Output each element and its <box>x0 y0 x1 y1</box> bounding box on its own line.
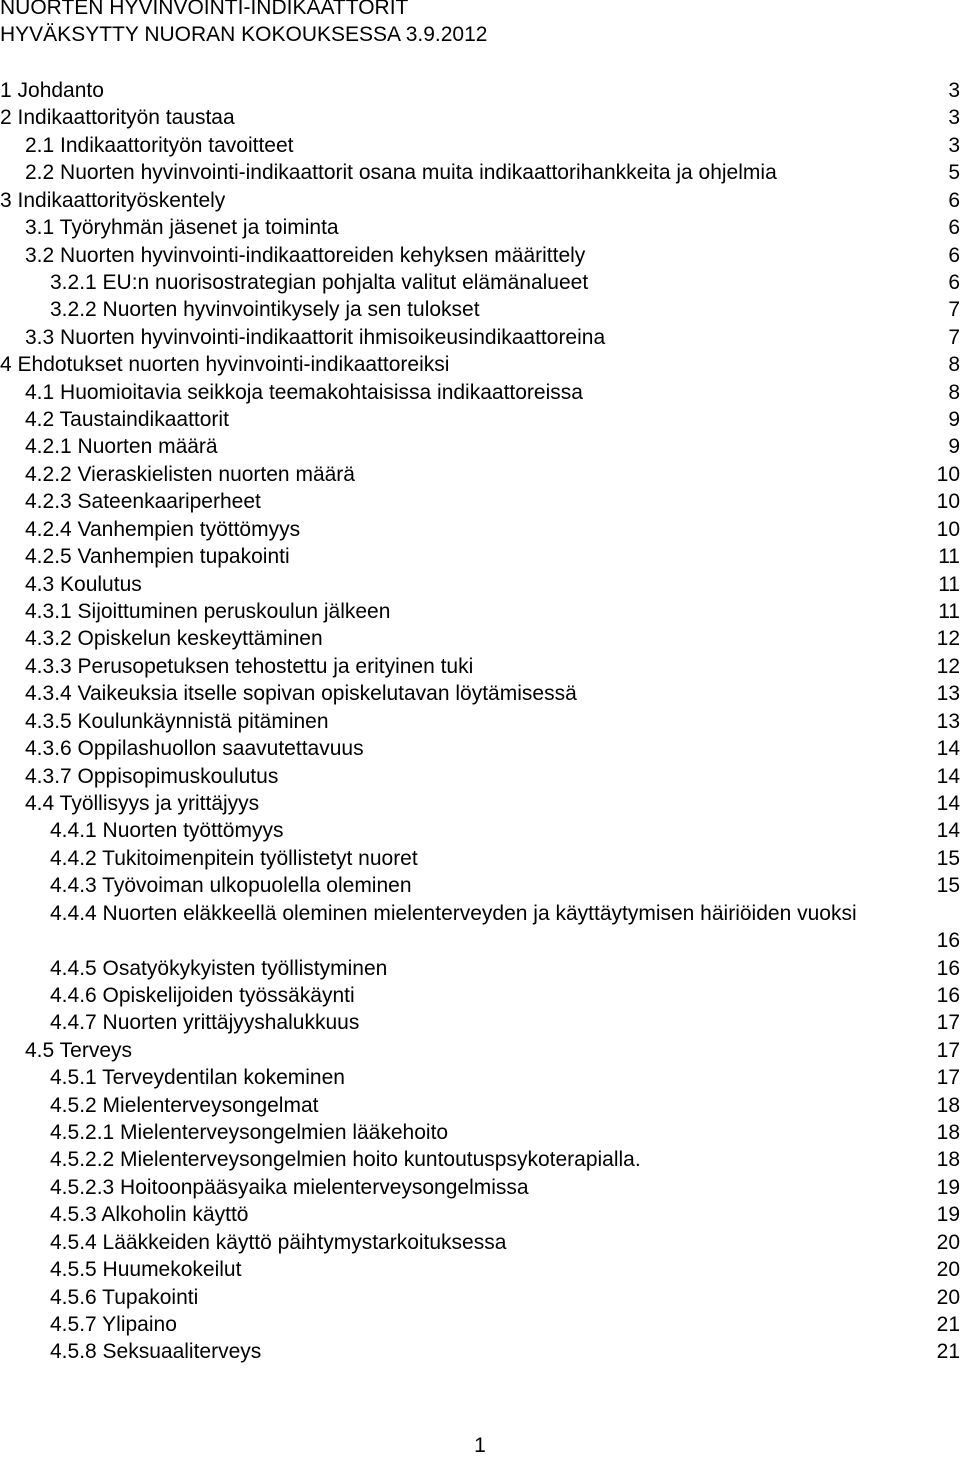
toc-entry-title: 4.4.4 Nuorten eläkkeellä oleminen mielenterveyden ja käyttäytymisen häiriöiden vuoksi <box>50 901 857 925</box>
toc-entry-page-number: 20 <box>936 1285 960 1309</box>
toc-entry[interactable] <box>0 982 960 1009</box>
toc-entry-title: 4.5.2.2 Mielenterveysongelmien hoito kuntoutuspsykoterapialla. <box>50 1148 641 1172</box>
toc-entry-title: 4.4.5 Osatyökykyisten työllistyminen <box>50 956 388 980</box>
toc-entry-page-number: 8 <box>948 353 960 377</box>
toc-entry[interactable] <box>0 132 960 159</box>
toc-entry-title: 4.5.6 Tupakointi <box>50 1285 199 1309</box>
toc-entry-page-number: 11 <box>938 572 960 596</box>
toc-entry[interactable] <box>0 488 960 515</box>
toc-entry[interactable] <box>0 1311 960 1338</box>
toc-entry-title: 4.2.1 Nuorten määrä <box>25 435 218 459</box>
toc-entry[interactable] <box>0 900 960 955</box>
toc-entry-title: 4.5.3 Alkoholin käyttö <box>50 1203 249 1227</box>
toc-entry-title: 4.5.2.3 Hoitoonpääsyaika mielenterveysongelmissa <box>50 1175 529 1199</box>
toc-entry-title: 4.4.3 Työvoiman ulkopuolella oleminen <box>50 874 412 898</box>
toc-entry-page-number: 20 <box>936 1230 960 1254</box>
toc-entry-title: 3.3 Nuorten hyvinvointi-indikaattorit ihmisoikeusindikaattoreina <box>25 325 606 349</box>
toc-entry-page-number: 9 <box>948 408 960 432</box>
toc-entry-page-number: 18 <box>936 1148 960 1172</box>
toc-entry[interactable] <box>0 1201 960 1228</box>
toc-entry-page-number: 21 <box>936 1313 960 1336</box>
toc-entry-page-number: 10 <box>936 462 960 486</box>
toc-entry-title: 4.3 Koulutus <box>25 572 142 596</box>
toc-entry-page-number: 12 <box>936 627 960 651</box>
toc-entry-title: 4.3.2 Opiskelun keskeyttäminen <box>25 627 323 651</box>
toc-entry-title: 4.4.2 Tukitoimenpitein työllistetyt nuoret <box>50 846 418 870</box>
toc-entry-title: 4.5.5 Huumekokeilut <box>50 1258 242 1282</box>
toc-entry-title: 4.4.7 Nuorten yrittäjyyshalukkuus <box>50 1011 360 1035</box>
toc-entry-page-number: 15 <box>936 846 960 870</box>
toc-entry[interactable] <box>0 461 960 488</box>
toc-entry[interactable] <box>0 1146 960 1173</box>
toc-entry[interactable] <box>0 598 960 625</box>
toc-entry-page-number: 14 <box>936 764 960 788</box>
toc-entry-page-number: 6 <box>948 188 960 212</box>
toc-entry-page-number: 8 <box>948 380 960 404</box>
toc-entry-title: 4.3.3 Perusopetuksen tehostettu ja erityinen tuki <box>25 654 474 678</box>
toc-entry[interactable] <box>0 1009 960 1036</box>
toc-entry-page-number: 19 <box>936 1175 960 1199</box>
toc-entry[interactable] <box>0 77 960 104</box>
toc-entry-page-number: 16 <box>936 929 960 953</box>
toc-entry[interactable] <box>0 543 960 570</box>
page-number: 1 <box>474 1434 486 1457</box>
toc-entry-title: 4.4.6 Opiskelijoiden työssäkäynti <box>50 983 355 1007</box>
toc-entry-title: 3 Indikaattorityöskentely <box>0 188 226 212</box>
toc-entry[interactable] <box>0 845 960 872</box>
toc-entry-title: 4.3.1 Sijoittuminen peruskoulun jälkeen <box>25 600 391 624</box>
toc-entry[interactable] <box>0 1174 960 1201</box>
toc-entry-title: 2 Indikaattorityön taustaa <box>0 106 235 130</box>
toc-entry-page-number: 18 <box>936 1121 960 1145</box>
toc-entry-page-number: 16 <box>936 983 960 1007</box>
toc-entry-page-number: 14 <box>936 737 960 761</box>
toc-entry-page-number: 19 <box>936 1203 960 1227</box>
toc-entry[interactable] <box>0 1229 960 1256</box>
toc-entry-page-number: 10 <box>936 517 960 541</box>
toc-entry-title: 4.2.4 Vanhempien työttömyys <box>25 517 301 541</box>
toc-entry[interactable] <box>0 159 960 186</box>
toc-entry-page-number: 12 <box>936 654 960 678</box>
toc-entry[interactable] <box>0 324 960 351</box>
toc-entry-page-number: 3 <box>948 133 960 157</box>
toc-entry[interactable] <box>0 1338 960 1365</box>
toc-entry-page-number: 6 <box>948 216 960 240</box>
toc-entry-page-number: 14 <box>936 791 960 815</box>
toc-entry[interactable] <box>0 680 960 707</box>
toc-entry[interactable] <box>0 625 960 652</box>
toc-entry[interactable] <box>0 1037 960 1064</box>
toc-entry[interactable] <box>0 735 960 762</box>
toc-entry[interactable] <box>0 1064 960 1091</box>
toc-entry-title: 4.5.2.1 Mielenterveysongelmien lääkehoito <box>50 1121 449 1145</box>
toc-entry-title: 4.2 Taustaindikaattorit <box>25 408 229 432</box>
toc-entry[interactable] <box>0 296 960 323</box>
toc-entry[interactable] <box>0 1119 960 1146</box>
toc-entry-page-number: 6 <box>948 270 960 294</box>
toc-entry-title: 2.1 Indikaattorityön tavoitteet <box>25 133 294 157</box>
toc-entry-title: 4.5.1 Terveydentilan kokeminen <box>50 1066 345 1090</box>
toc-entry[interactable] <box>0 763 960 790</box>
toc-entry-page-number: 13 <box>936 709 960 733</box>
toc-entry-page-number: 17 <box>936 1066 960 1090</box>
toc-entry-page-number: 21 <box>936 1340 960 1364</box>
toc-entry-title: 3.2.2 Nuorten hyvinvointikysely ja sen tulokset <box>50 298 480 322</box>
toc-entry-title: 4.5.2 Mielenterveysongelmat <box>50 1093 319 1117</box>
toc-entry-title: 4.3.6 Oppilashuollon saavutettavuus <box>25 737 364 761</box>
toc-entry[interactable] <box>0 516 960 543</box>
toc-entry-page-number: 5 <box>948 161 960 185</box>
document-subtitle: HYVÄKSYTTY NUORAN KOKOUKSESSA 3.9.2012 <box>0 23 488 46</box>
toc-entry-page-number: 18 <box>936 1093 960 1117</box>
document-title: NUORTEN HYVINVOINTI-INDIKAATTORIT <box>0 0 409 19</box>
toc-entry-page-number: 13 <box>936 682 960 706</box>
toc-entry-title: 4 Ehdotukset nuorten hyvinvointi-indikaattoreiksi <box>0 353 450 377</box>
table-of-contents <box>0 77 960 1366</box>
toc-entry-page-number: 16 <box>936 956 960 980</box>
toc-entry-page-number: 11 <box>938 545 960 569</box>
toc-entry[interactable] <box>0 790 960 817</box>
toc-entry[interactable] <box>0 187 960 214</box>
toc-entry-title: 4.2.3 Sateenkaariperheet <box>25 490 261 514</box>
toc-entry-page-number: 17 <box>936 1038 960 1062</box>
toc-entry[interactable] <box>0 571 960 598</box>
toc-entry[interactable] <box>0 653 960 680</box>
toc-entry[interactable] <box>0 433 960 460</box>
toc-entry[interactable] <box>0 1092 960 1119</box>
toc-entry[interactable] <box>0 406 960 433</box>
toc-entry[interactable] <box>0 1284 960 1311</box>
toc-entry-title: 2.2 Nuorten hyvinvointi-indikaattorit osana muita indikaattorihankkeita ja ohjelmia <box>25 161 777 185</box>
toc-entry[interactable] <box>0 379 960 406</box>
toc-entry[interactable] <box>0 872 960 899</box>
toc-entry-title: 1 Johdanto <box>0 79 104 102</box>
toc-entry-page-number: 20 <box>936 1258 960 1282</box>
toc-entry[interactable] <box>0 214 960 241</box>
toc-entry-title: 4.3.5 Koulunkäynnistä pitäminen <box>25 709 329 733</box>
toc-entry-page-number: 7 <box>948 325 960 349</box>
toc-entry-title: 4.4.1 Nuorten työttömyys <box>50 819 284 843</box>
toc-entry-title: 4.5.8 Seksuaaliterveys <box>50 1340 262 1364</box>
toc-entry-title: 4.4 Työllisyys ja yrittäjyys <box>25 791 260 815</box>
toc-entry-page-number: 3 <box>948 79 960 102</box>
toc-entry-page-number: 7 <box>948 298 960 322</box>
toc-entry-title: 4.5.7 Ylipaino <box>50 1313 177 1336</box>
toc-entry[interactable] <box>0 1256 960 1283</box>
toc-entry[interactable] <box>0 817 960 844</box>
toc-entry-title: 4.1 Huomioitavia seikkoja teemakohtaisissa indikaattoreissa <box>25 380 583 404</box>
toc-entry-title: 4.2.5 Vanhempien tupakointi <box>25 545 290 569</box>
toc-entry-page-number: 15 <box>936 874 960 898</box>
toc-entry[interactable] <box>0 708 960 735</box>
toc-entry-page-number: 9 <box>948 435 960 459</box>
toc-entry-title: 4.5 Terveys <box>25 1038 132 1062</box>
toc-entry-title: 4.5.4 Lääkkeiden käyttö päihtymystarkoituksessa <box>50 1230 507 1254</box>
toc-entry-page-number: 6 <box>948 243 960 267</box>
toc-entry[interactable] <box>0 955 960 982</box>
toc-entry[interactable] <box>0 104 960 131</box>
toc-entry-page-number: 14 <box>936 819 960 843</box>
toc-entry-title: 4.3.7 Oppisopimuskoulutus <box>25 764 279 788</box>
toc-entry-title: 4.3.4 Vaikeuksia itselle sopivan opiskelutavan löytämisessä <box>25 682 577 706</box>
toc-entry-title: 3.2 Nuorten hyvinvointi-indikaattoreiden kehyksen määrittely <box>25 243 586 267</box>
toc-entry-page-number: 10 <box>936 490 960 514</box>
toc-entry-page-number: 17 <box>936 1011 960 1035</box>
toc-entry-title: 3.1 Työryhmän jäsenet ja toiminta <box>25 216 339 240</box>
toc-entry-page-number: 3 <box>948 106 960 130</box>
toc-entry[interactable] <box>0 242 960 269</box>
toc-entry[interactable] <box>0 269 960 296</box>
toc-entry-title: 3.2.1 EU:n nuorisostrategian pohjalta valitut elämänalueet <box>50 270 589 294</box>
toc-entry-page-number: 11 <box>938 600 960 624</box>
toc-entry-title: 4.2.2 Vieraskielisten nuorten määrä <box>25 462 355 486</box>
toc-entry[interactable] <box>0 351 960 378</box>
